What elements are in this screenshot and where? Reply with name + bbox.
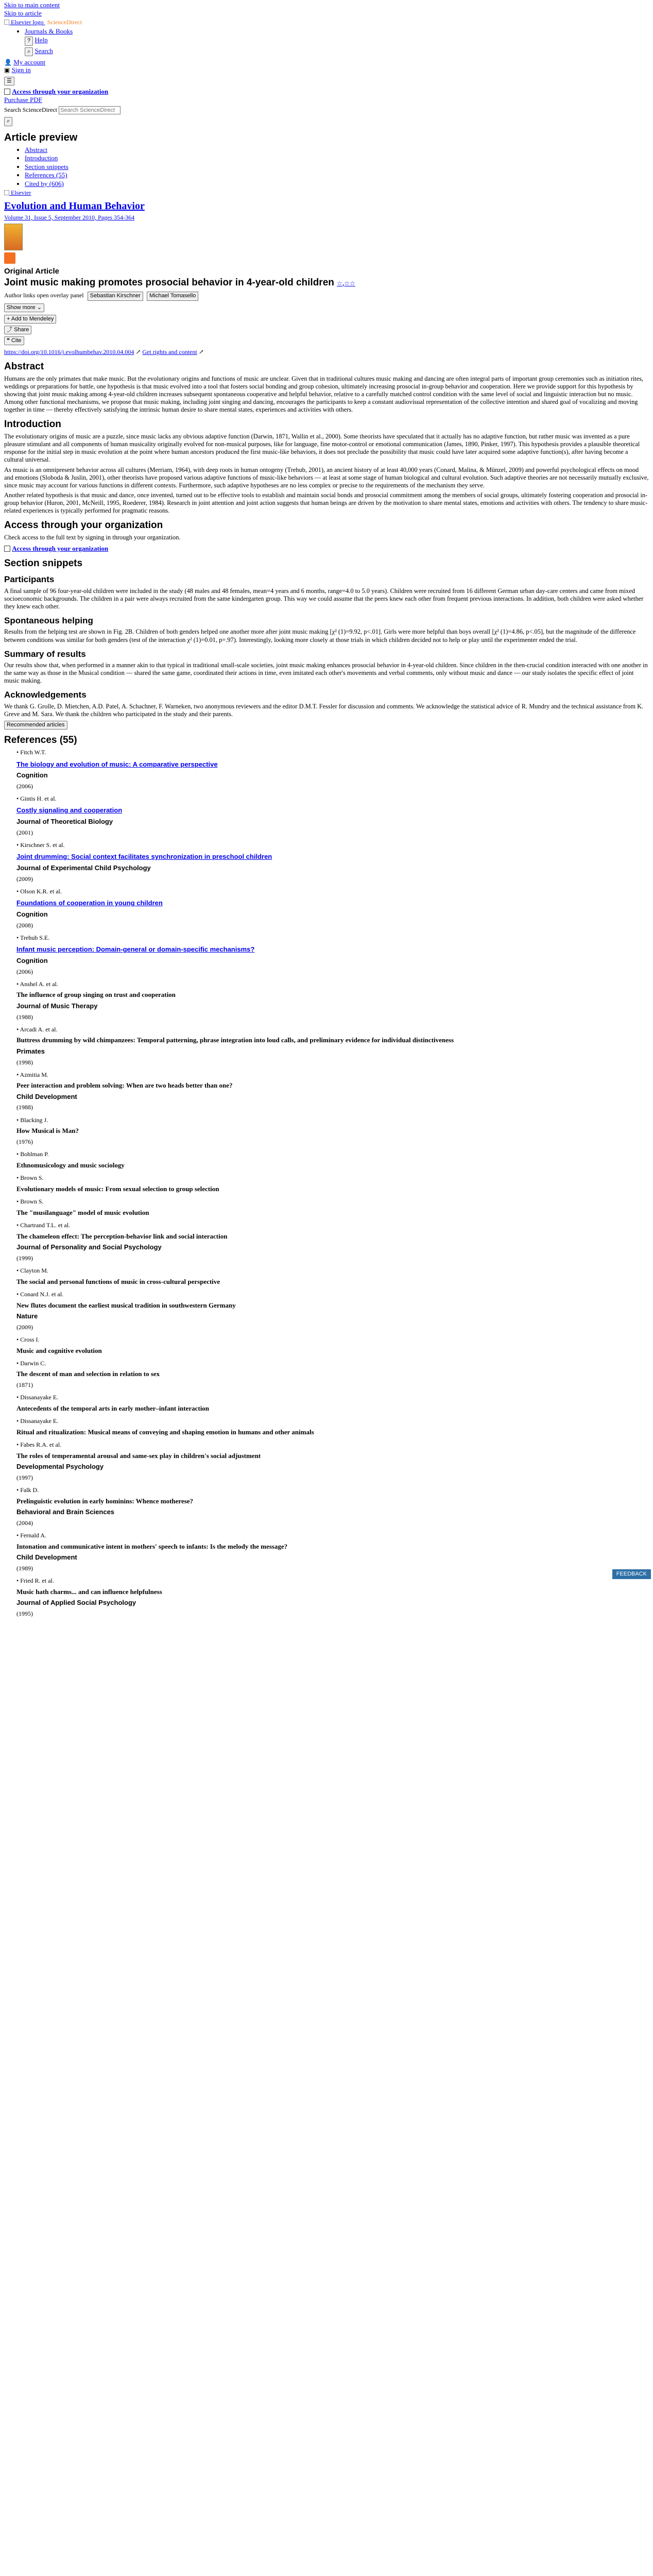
share-label: Share <box>14 327 29 333</box>
references-section <box>4 735 649 1617</box>
introduction-p2: As music is an omnipresent behavior across all cultures (Merriam, 1964), with deep roots in human ontogeny (Trehub, 2001), an ancient history of at least 40,000 years (Conard, Malina, & Münzel, 2009) and powerful psychological effects on mood and emotions (Sloboda & Juslin, 2001), other theorists have proposed various adaptive functions of music-like behaviors — at least at some stage of human biological and cultural evolution. Such adaptive theories are not necessarily mutually exclusive, since music may account for various functions in different contexts. Furthermore, such adaptive hypotheses are no less complex or precise to the requirements of the mechanism they serve. <box>4 466 649 489</box>
reference-title: The influence of group singing on trust and cooperation <box>16 991 176 999</box>
access-section <box>4 520 649 552</box>
reference-journal: Child Development <box>16 1553 77 1562</box>
participants-heading: Participants <box>4 574 55 585</box>
plus-icon: + <box>7 315 10 322</box>
reference-authors: • Darwin C. <box>16 1360 649 1367</box>
reference-title: New flutes document the earliest musical tradition in southwestern Germany <box>16 1301 236 1309</box>
reference-title: The descent of man and selection in relation to sex <box>16 1370 160 1378</box>
reference-year: (2006) <box>16 782 33 790</box>
show-more <box>4 303 649 312</box>
journals-books-link[interactable]: Journals & Books <box>25 27 73 35</box>
header-logos <box>4 18 649 26</box>
share-button[interactable] <box>4 326 31 334</box>
institution-icon <box>4 546 10 552</box>
reference-item <box>4 841 649 883</box>
reference-authors: • Brown S. <box>16 1174 649 1181</box>
help-icon: ? <box>25 37 33 45</box>
reference-journal: Cognition <box>16 910 48 918</box>
author-button-kirschner[interactable]: Sebastian Kirschner <box>88 292 143 300</box>
reference-item <box>4 934 649 975</box>
reference-authors: • Azmitia M. <box>16 1071 649 1078</box>
my-account-link[interactable]: My account <box>13 58 45 66</box>
reference-authors: • Fernald A. <box>16 1532 649 1539</box>
header-nav <box>4 27 649 36</box>
reference-journal: Journal of Music Therapy <box>16 1002 98 1010</box>
reference-journal: Behavioral and Brain Sciences <box>16 1508 115 1516</box>
reference-authors: • Dissanayake E. <box>16 1394 649 1401</box>
header-tools <box>4 36 649 56</box>
summary-text: Our results show that, when performed in a manner akin to that typical in traditional small-scale societies, joint music making enhances prosocial behavior in 4-year-old children. Since children in the then-crucial condition interacted with one another in the same way as those in the Musical condition — shared the same game, coordinated their actions in time, even imitated each other's movements and verbal comments, only without music and dance — our study isolates the specific effect of joint music making. <box>4 662 648 685</box>
reference-authors: • Brown S. <box>16 1198 649 1205</box>
user-icon: 👤 <box>4 58 12 66</box>
reference-authors: • Kirschner S. et al. <box>16 841 649 849</box>
reference-item <box>4 1174 649 1193</box>
access-org-link[interactable]: Access through your organization <box>12 88 109 96</box>
access-button[interactable] <box>4 545 649 553</box>
reference-item <box>4 1198 649 1216</box>
reference-authors: • Clayton M. <box>16 1267 649 1274</box>
reference-authors: • Fabes R.A. et al. <box>16 1441 649 1448</box>
author-prefix: Author links open overlay panel <box>4 292 84 299</box>
doi-row <box>4 348 649 355</box>
author-row <box>4 292 649 300</box>
participants-text: A final sample of 96 four-year-old children were included in the study (48 males and 48 females, mean=4 years and 6 months, range=4.0 to 5.0 years). Children were recruited from 16 different German urban day-care centers and came from mixed socioeconomic backgrounds. The children in a pair were always recruited from the same kindergarten group. This way we could assume that the peers knew each other from frequent previous interactions. In addition, both children were asked whether they knew each other. <box>4 587 644 610</box>
journal-cover-image[interactable] <box>4 224 23 250</box>
show-more-label: Show more <box>7 304 36 311</box>
toc-section-snippets[interactable]: Section snippets <box>25 162 68 171</box>
cite-button[interactable] <box>4 336 24 345</box>
journal-title[interactable]: Evolution and Human Behavior <box>4 200 145 212</box>
help-button[interactable] <box>25 36 649 45</box>
reference-year: (2006) <box>16 968 33 975</box>
reference-item <box>4 1360 649 1388</box>
reference-title: Buttress drumming by wild chimpanzees: Temporal patterning, phrase integration into loud calls, and preliminary evidence for individual distinctiveness <box>16 1036 454 1044</box>
reference-item <box>4 1417 649 1436</box>
reference-authors: • Fried R. et al. <box>16 1577 649 1584</box>
search-bar <box>4 106 649 114</box>
reference-item <box>4 888 649 929</box>
reference-authors: • Anshel A. et al. <box>16 980 649 988</box>
hamburger-icon: ☰ <box>4 77 14 86</box>
reference-title: The "musilanguage" model of music evolution <box>16 1208 149 1216</box>
reference-title: Prelinguistic evolution in early hominins: Whence motherese? <box>16 1497 194 1505</box>
reference-item <box>4 1441 649 1481</box>
elsevier-publisher-link[interactable] <box>4 189 31 196</box>
reference-year: (1989) <box>16 1564 33 1572</box>
reference-authors: • Blacking J. <box>16 1116 649 1124</box>
reference-item <box>4 1336 649 1354</box>
sign-in-link[interactable]: Sign in <box>11 66 31 74</box>
reference-year: (2009) <box>16 875 33 883</box>
reference-title: Antecedents of the temporal arts in early mother–infant interaction <box>16 1404 210 1412</box>
helping-heading: Spontaneous helping <box>4 616 93 626</box>
reference-item <box>4 1222 649 1262</box>
reference-year: (1999) <box>16 1254 33 1262</box>
introduction-p3: Another related hypothesis is that music and dance, once invented, turned out to be effective tools to establish and maintain social bonds and prosocial commitment among the members of social groups, ultimately fostering cooperation and prosocial in-group behavior (Huron, 2001, McNeill, 1995, Roederer, 1984). Research in joint attention and joint action suggests that human beings are driven by the motivation to share mental states, emotions and activities with others. The tendency to share music-related experiences is typically performed for pragmatic reasons. <box>4 491 648 515</box>
mendeley-row <box>4 314 649 324</box>
article-preview-heading: Article preview <box>4 131 78 143</box>
menu-toggle[interactable] <box>4 76 649 86</box>
share-row <box>4 325 649 334</box>
rights-link[interactable]: Get rights and content <box>142 348 197 356</box>
reference-item <box>4 1486 649 1527</box>
reference-year: (1988) <box>16 1013 33 1021</box>
external-link-icon: ↗ <box>198 348 204 356</box>
reference-item <box>4 1291 649 1331</box>
search-input[interactable] <box>59 106 121 114</box>
reference-title[interactable]: Joint drumming: Social context facilitates synchronization in preschool children <box>16 853 272 861</box>
reference-authors: • Trehub S.E. <box>16 934 649 941</box>
introduction-section <box>4 419 649 515</box>
helping-text: Results from the helping test are shown in Fig. 2B. Children of both genders helped one another more after joint music making [χ² (1)=9.92, p<.01]. Girls were more helpful than boys overall [χ² (1)=4.86, p<.05], but the magnitude of the difference between conditions was similar for both genders (test of the interaction χ² (1)=0.01, p=.97). Interestingly, looking more closely at those trials in which children decided not to help or play until the experimenter ended the trial. <box>4 628 636 643</box>
toc-introduction[interactable]: Introduction <box>25 154 58 162</box>
reference-year: (1995) <box>16 1609 33 1617</box>
reference-item <box>4 1394 649 1412</box>
feedback-button[interactable]: FEEDBACK <box>612 1569 651 1579</box>
cite-row <box>4 336 649 345</box>
reference-title: Intonation and communicative intent in mothers' speech to infants: Is the melody the message? <box>16 1542 288 1550</box>
reference-item <box>4 980 649 1021</box>
reference-item <box>4 1116 649 1145</box>
reference-item <box>4 795 649 836</box>
search-submit-icon: ⌕ <box>4 117 12 126</box>
reference-journal: Journal of Experimental Child Psychology <box>16 864 151 872</box>
volume-link[interactable]: Volume 31, Issue 5, September 2010, Pages 354-364 <box>4 214 135 222</box>
reference-title: Music and cognitive evolution <box>16 1346 102 1354</box>
reference-item <box>4 1532 649 1572</box>
reference-journal: Journal of Theoretical Biology <box>16 818 113 826</box>
doi-link[interactable]: https://doi.org/10.1016/j.evolhumbehav.2010.04.004 <box>4 348 134 356</box>
reference-title[interactable]: Infant music perception: Domain-general or domain-specific mechanisms? <box>16 945 255 954</box>
search-button[interactable] <box>25 47 649 56</box>
reference-journal: Child Development <box>16 1092 77 1100</box>
elsevier-tree-logo <box>4 252 15 264</box>
toc-cited-by[interactable]: Cited by (606) <box>25 179 64 188</box>
toc-abstract[interactable]: Abstract <box>25 145 48 154</box>
reference-title: Ethnomusicology and music sociology <box>16 1161 125 1169</box>
broken-image-icon <box>4 190 9 195</box>
article-preview-list <box>4 146 649 188</box>
elsevier-publisher-label: Elsevier <box>11 189 31 197</box>
reference-journal: Cognition <box>16 771 48 779</box>
purchase-pdf-link[interactable]: Purchase PDF <box>4 95 43 104</box>
toc-references[interactable]: References (55) <box>25 171 67 179</box>
introduction-p1: The evolutionary origins of music are a puzzle, since music lacks any obvious adaptive function (Darwin, 1871, Wallin et al., 2000). Some theorists have speculated that it actually has no adaptive function, but rather music was invented as a pure pleasure stimulant and all components of human musicality originally evolved for non-musical purposes, like for language, fine motor-control or emotional communication (James, 1890, Pinker, 1997). This hypothesis provides a plausible theoretical response for the initial step in music evolution at the point where human ancestors produced the first music-like behaviors, it does not preclude the possibility that music could have later acquired some adaptive function(s), after having become a cultural universal. <box>4 433 640 464</box>
access-button-link[interactable]: Access through your organization <box>12 544 109 552</box>
reference-authors: • Arcadi A. et al. <box>16 1026 649 1033</box>
reference-item <box>4 1577 649 1617</box>
quote-icon: ❝ <box>7 337 10 344</box>
reference-year: (1871) <box>16 1381 33 1389</box>
reference-title: Music hath charms... and can influence helpfulness <box>16 1587 162 1596</box>
reference-authors: • Olson K.R. et al. <box>16 888 649 895</box>
add-mendeley-button[interactable] <box>4 315 56 324</box>
reference-year: (2001) <box>16 828 33 836</box>
reference-year: (2008) <box>16 921 33 929</box>
reference-year: (2004) <box>16 1519 33 1527</box>
reference-item <box>4 1071 649 1111</box>
show-more-button[interactable] <box>4 303 44 312</box>
summary-heading: Summary of results <box>4 649 86 659</box>
share-icon: ⤴ <box>7 327 12 333</box>
add-mendeley-label: Add to Mendeley <box>11 315 54 322</box>
author-button-tomasello[interactable]: Michael Tomasello <box>147 292 198 300</box>
skip-article-link[interactable]: Skip to article <box>4 9 42 17</box>
reference-title: The chameleon effect: The perception-behavior link and social interaction <box>16 1232 228 1240</box>
reference-journal: Primates <box>16 1047 45 1055</box>
reference-journal: Cognition <box>16 956 48 964</box>
acknowledgements-text: We thank G. Grolle, D. Mietchen, A.D. Patel, A. Schachner, F. Warneken, two anonymous reviewers and the editor D.M.T. Fessler for discussion and comments. We acknowledge the statistical advice of R. Mundry and the technical assistance from K. Greve and M. Sara. We thank the children who participated in the study and their parents. <box>4 702 644 718</box>
introduction-heading: Introduction <box>4 419 61 430</box>
account-links <box>4 58 649 74</box>
reference-item <box>4 1150 649 1169</box>
help-link[interactable]: Help <box>35 36 48 44</box>
reference-journal: Nature <box>16 1312 38 1320</box>
references-list <box>4 749 649 1617</box>
access-text: Check access to the full text by signing in through your organization. <box>4 534 181 541</box>
reference-authors: • Bohlman P. <box>16 1150 649 1158</box>
reference-year: (1988) <box>16 1104 33 1111</box>
search-link[interactable]: Search <box>35 46 53 55</box>
snippets-heading: Section snippets <box>4 557 83 569</box>
snippets-section <box>4 558 649 730</box>
volume-line <box>4 213 649 222</box>
signin-icon: ▣ <box>4 66 10 74</box>
reference-authors: • Conard N.J. et al. <box>16 1291 649 1298</box>
reference-authors: • Falk D. <box>16 1486 649 1494</box>
elsevier-logo-link[interactable] <box>4 19 45 26</box>
elsevier-logo-alt: Elsevier logo <box>11 19 44 26</box>
broken-image-icon <box>4 20 9 25</box>
sciencedirect-brand: ScienceDirect <box>47 19 82 26</box>
abstract-heading: Abstract <box>4 361 44 372</box>
reference-title: Peer interaction and problem solving: When are two heads better than one? <box>16 1081 233 1090</box>
reference-authors: • Dissanayake E. <box>16 1417 649 1425</box>
reference-authors: • Fitch W.T. <box>16 749 649 756</box>
chevron-down-icon: ⌄ <box>37 304 42 311</box>
skip-main-link[interactable]: Skip to main content <box>4 1 60 9</box>
abstract-section <box>4 361 649 414</box>
title-footnote-marks[interactable]: ☆,☆☆ <box>337 279 355 287</box>
reference-title: The social and personal functions of music in cross-cultural perspective <box>16 1277 220 1285</box>
reference-title: The roles of temperamental arousal and same-sex play in children's social adjustment <box>16 1451 261 1460</box>
reference-authors: • Cross I. <box>16 1336 649 1343</box>
purchase-area <box>4 88 649 104</box>
reference-title[interactable]: The biology and evolution of music: A comparative perspective <box>16 760 218 768</box>
reference-item <box>4 1267 649 1285</box>
reference-title[interactable]: Costly signaling and cooperation <box>16 806 123 815</box>
reference-title: Evolutionary models of music: From sexual selection to group selection <box>16 1184 219 1193</box>
reference-journal: Journal of Applied Social Psychology <box>16 1599 136 1607</box>
reference-year: (1976) <box>16 1138 33 1145</box>
references-heading: References (55) <box>4 735 77 746</box>
institution-icon <box>4 89 10 95</box>
reference-year: (1997) <box>16 1474 33 1482</box>
access-heading: Access through your organization <box>4 520 163 531</box>
reference-title: How Musical is Man? <box>16 1127 79 1135</box>
search-label: Search ScienceDirect <box>4 106 57 114</box>
article-title <box>4 277 649 289</box>
reference-item <box>4 1026 649 1066</box>
reference-title: Ritual and ritualization: Musical means of conveying and shaping emotion in humans and other animals <box>16 1428 314 1436</box>
search-icon: ⌕ <box>25 47 33 56</box>
reference-authors: • Gintis H. et al. <box>16 795 649 802</box>
reference-year: (2009) <box>16 1323 33 1331</box>
reference-title[interactable]: Foundations of cooperation in young children <box>16 899 163 907</box>
cite-label: Cite <box>11 337 22 344</box>
reference-authors: • Chartrand T.L. et al. <box>16 1222 649 1229</box>
article-title-text: Joint music making promotes prosocial behavior in 4-year-old children <box>4 277 334 288</box>
search-submit[interactable] <box>4 116 649 126</box>
external-link-icon: ↗ <box>135 348 141 356</box>
abstract-text: Humans are the only primates that make music. But the evolutionary origins and functions of music are unclear. Given that in traditional cultures music making and dancing are often integral parts of important group ceremonies such as initiation rites, weddings or preparations for battle, one hypothesis is that music evolved into a tool that fosters social bonding and group cohesion, ultimately increasing prosocial in-group behavior and cooperation. Here we provide support for this hypothesis by showing that joint music making among 4-year-old children increases subsequent spontaneous cooperative and helpful behavior, relative to a carefully matched control condition with the same level of social and linguistic interaction but no music. Among other functional mechanisms, we propose that music making, including joint singing and dancing, encourages the participants to keep a constant audiovisual representation of the collective intention and shared goal of vocalizing and moving together in time — thereby effectively satisfying the intrinsic human desire to share mental states, experiences and activities with others. <box>4 375 644 414</box>
reference-year: (1998) <box>16 1058 33 1066</box>
acknowledgements-heading: Acknowledgements <box>4 690 87 700</box>
article-type: Original Article <box>4 266 59 276</box>
reference-journal: Developmental Psychology <box>16 1463 104 1471</box>
reference-journal: Journal of Personality and Social Psychology <box>16 1243 162 1251</box>
recommended-articles-button[interactable]: Recommended articles <box>4 721 67 730</box>
reference-item <box>4 749 649 790</box>
